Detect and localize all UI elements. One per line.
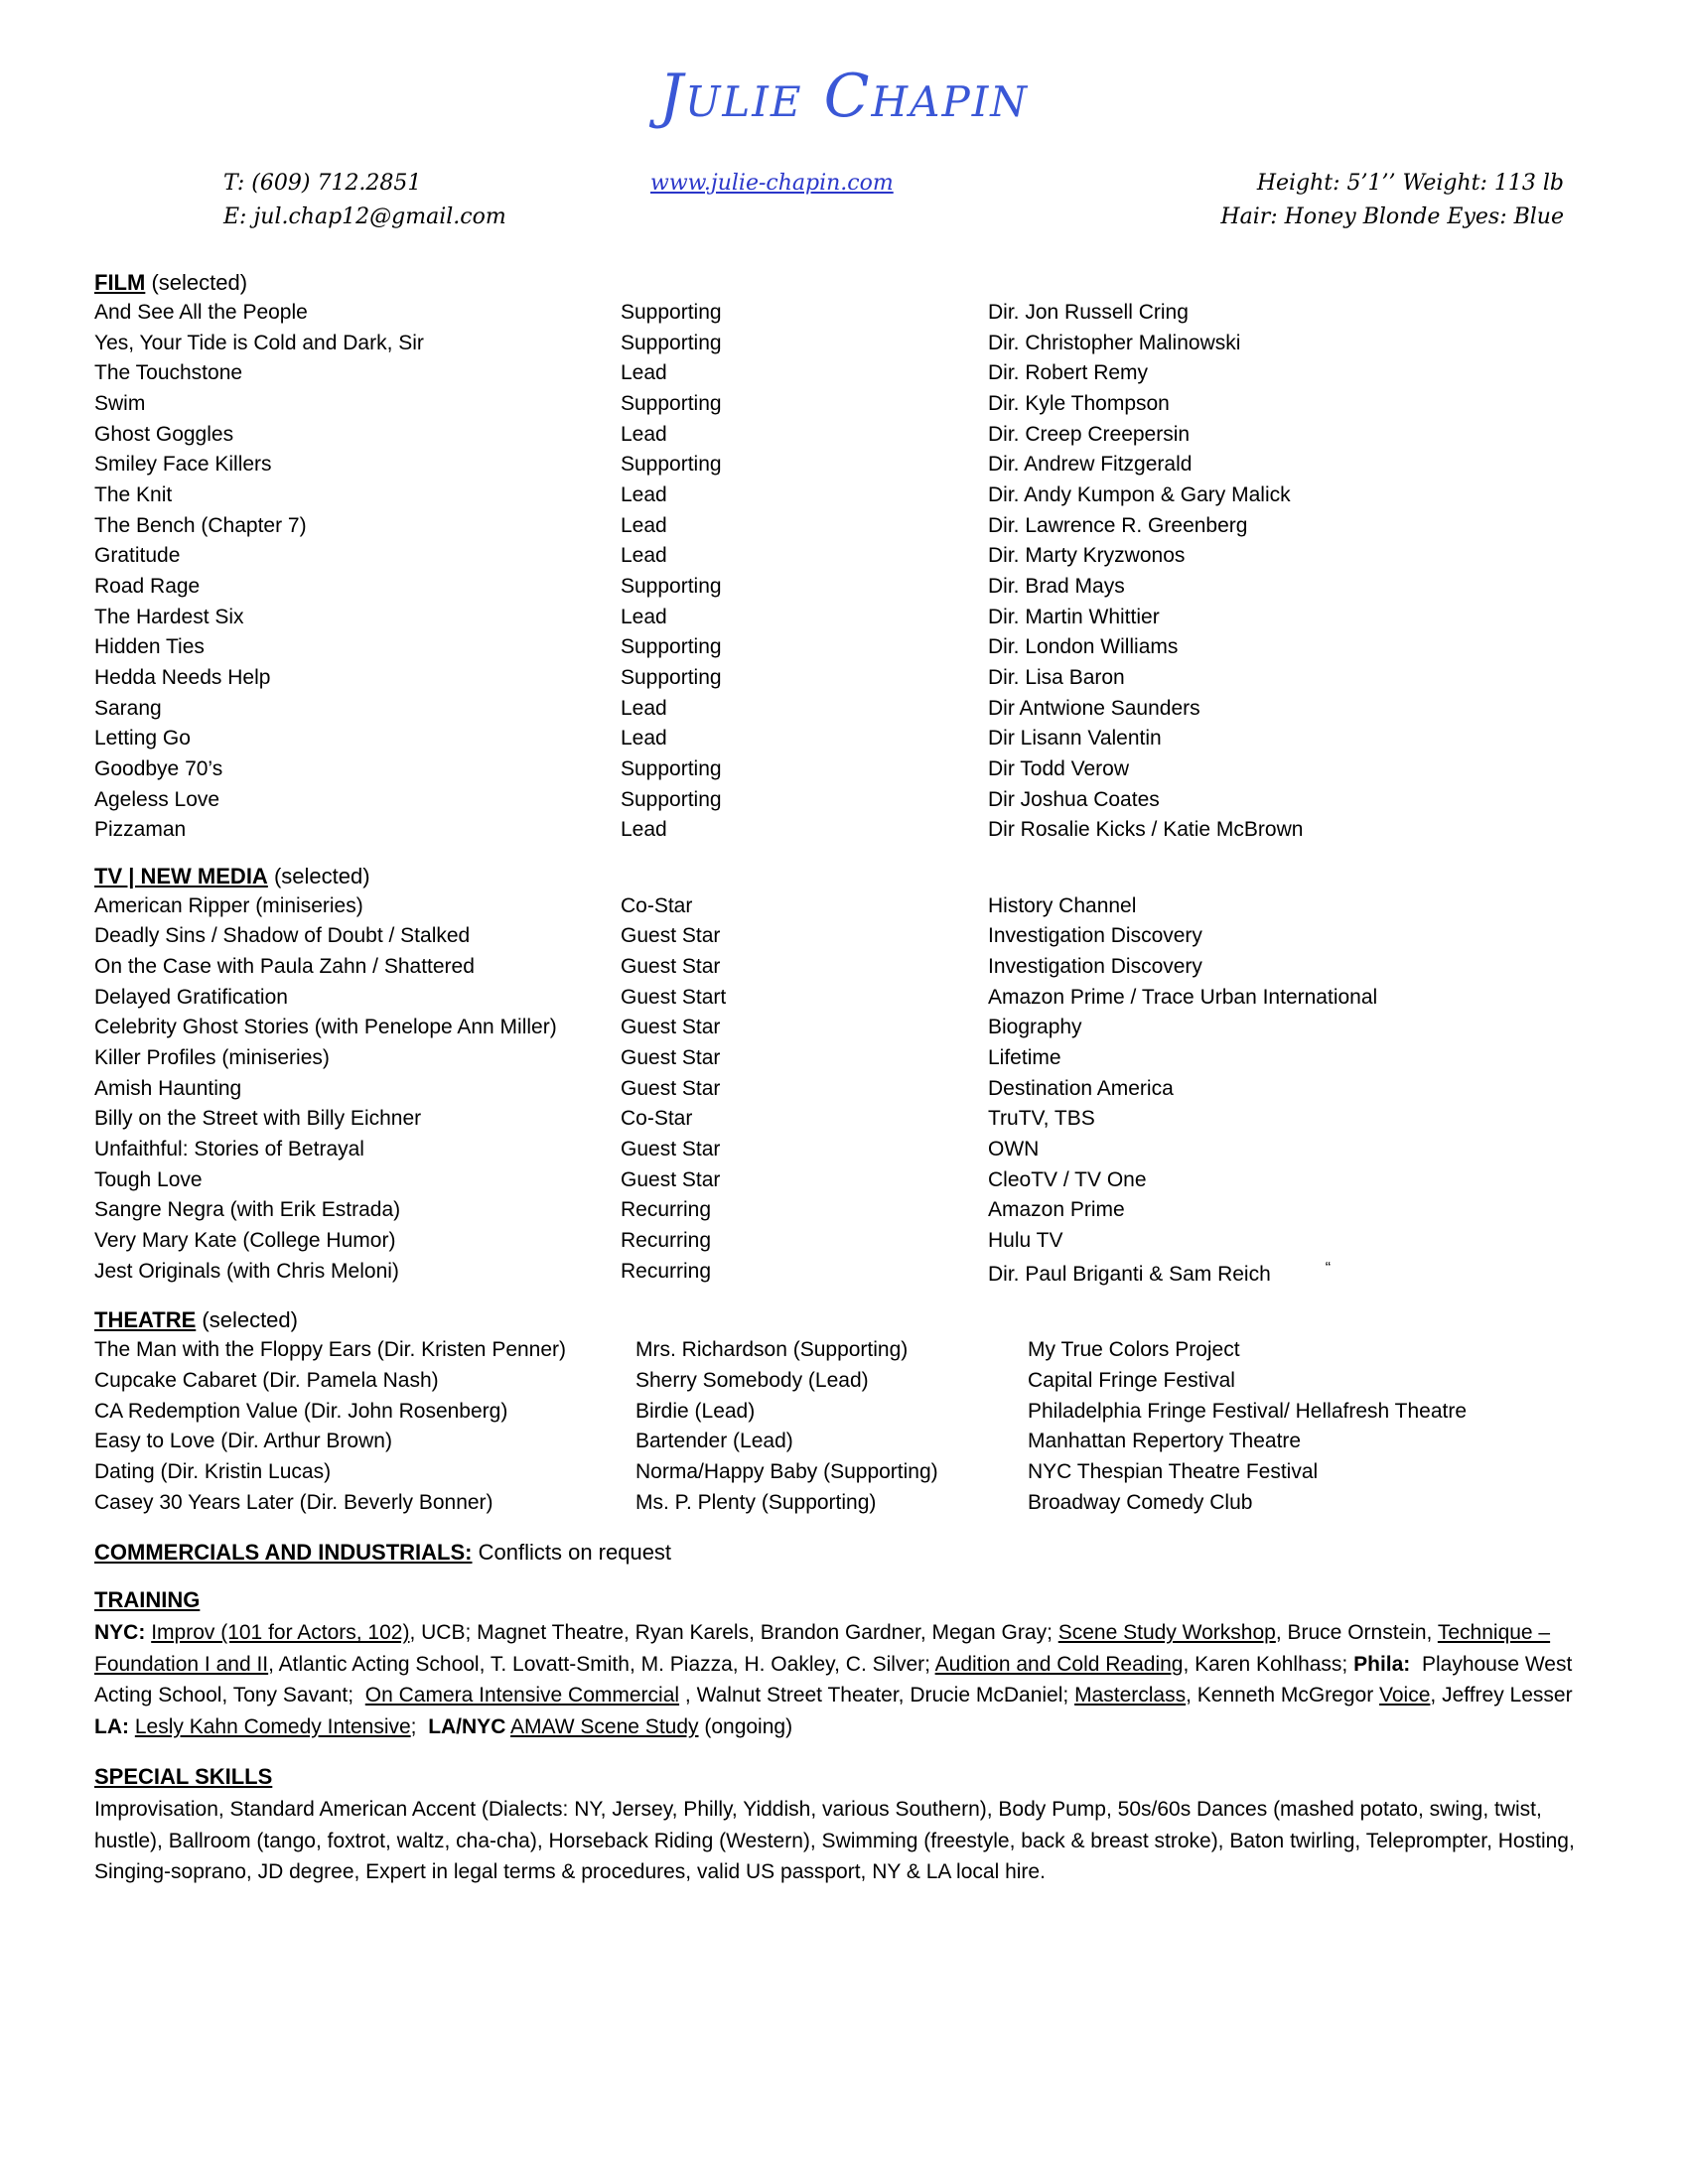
physical-stats-line-2: Hair: Honey Blonde Eyes: Blue	[1220, 205, 1564, 230]
credit-title: Killer Profiles (miniseries)	[94, 1046, 330, 1070]
special-skills-heading	[94, 1764, 1594, 1790]
credit-title: Road Rage	[94, 574, 201, 598]
credit-company: Dir. Creep Creepersin	[988, 422, 1191, 446]
tv-heading-note: (selected)	[267, 863, 370, 888]
credit-company	[988, 1257, 1594, 1291]
credit-company: Dir Rosalie Kicks / Katie McBrown	[988, 818, 1304, 842]
table-row	[94, 724, 1594, 754]
credit-role: Lead	[621, 422, 667, 446]
table-row	[94, 1366, 1594, 1397]
credit-role: Lead	[621, 818, 667, 842]
table-row	[94, 983, 1594, 1014]
credit-company: Philadelphia Fringe Festival/ Hellafresh Theatre	[1028, 1399, 1468, 1423]
credit-title: Celebrity Ghost Stories (with Penelope Ann Miller)	[94, 1016, 557, 1039]
table-row	[94, 921, 1594, 952]
training-body: NYC: Improv (101 for Actors, 102), UCB; Magnet Theatre, Ryan Karels, Brandon Gardner, Megan Gray; Scene Study Workshop, Bruce Ornstein, Technique – Foundation I and II, Atlantic Acting School, T. Lovatt-Smith, M. Piazza, H. Oakley, C. Silver; Audition and Cold Reading, Karen Kohlhass; Phila: Playhouse West Acting School, Tony Savant; On Camera Intensive Commercial , Walnut Street Theater, Drucie McDaniel; Masterclass, Kenneth McGregor Voice, Jeffrey Lesser LA: Lesly Kahn Comedy Intensive; LA/NYC AMAW Scene Study (ongoing)	[94, 1621, 1579, 1738]
credit-company: Investigation Discovery	[988, 955, 1202, 979]
table-row	[94, 1043, 1594, 1074]
credit-role: Supporting	[621, 635, 722, 659]
credit-company: OWN	[988, 1138, 1040, 1161]
credit-role: Recurring	[621, 1259, 712, 1283]
contact-header	[94, 167, 1594, 252]
credit-company: TruTV, TBS	[988, 1107, 1095, 1131]
training-heading-main: TRAINING	[94, 1587, 201, 1613]
table-row	[94, 815, 1594, 846]
credit-title: Hedda Needs Help	[94, 665, 271, 689]
credit-company: NYC Thespian Theatre Festival	[1028, 1459, 1319, 1483]
credit-title: Jest Originals (with Chris Meloni)	[94, 1259, 399, 1283]
table-row	[94, 1488, 1594, 1519]
film-heading-main: FILM	[94, 270, 146, 295]
credit-title: On the Case with Paula Zahn / Shattered	[94, 955, 475, 979]
table-row	[94, 1135, 1594, 1165]
page-title: Julie Chapin	[658, 62, 1030, 131]
credit-title: Goodbye 70’s	[94, 756, 223, 780]
table-row	[94, 1427, 1594, 1457]
credit-company: Investigation Discovery	[988, 924, 1202, 948]
credit-company: Dir. Andrew Fitzgerald	[988, 453, 1193, 477]
credit-role: Bartender (Lead)	[635, 1430, 793, 1453]
credit-company: Lifetime	[988, 1046, 1061, 1070]
credit-role: Norma/Happy Baby (Supporting)	[635, 1459, 938, 1483]
credit-company: Dir. Robert Remy	[988, 361, 1149, 385]
credit-title: The Man with the Floppy Ears (Dir. Kristen Penner)	[94, 1338, 567, 1362]
special-skills-body: Improvisation, Standard American Accent (Dialects: NY, Jersey, Philly, Yiddish, various Southern), Body Pump, 50s/60s Dances (mashed potato, swing, twist, hustle), Ballroom (tango, foxtrot, waltz, cha-cha), Horseback Riding (Western), Swimming (freestyle, back & breast stroke), Baton twirling, Teleprompter, Hosting, Singing-soprano, JD degree, Expert in legal terms & procedures, valid US passport, NY & LA local hire.	[94, 1798, 1575, 1884]
credit-role: Recurring	[621, 1198, 712, 1222]
credit-company: Dir. Andy Kumpon & Gary Malick	[988, 482, 1291, 506]
credit-role: Sherry Somebody (Lead)	[635, 1369, 869, 1392]
table-row	[94, 480, 1594, 511]
credit-title: Ageless Love	[94, 787, 220, 811]
credit-company: Dir Lisann Valentin	[988, 727, 1162, 751]
table-row	[94, 329, 1594, 359]
credit-company: Dir. Brad Mays	[988, 574, 1125, 598]
credit-role: Guest Star	[621, 1016, 721, 1039]
credit-company: Dir. Lawrence R. Greenberg	[988, 513, 1248, 537]
credit-company: Destination America	[988, 1076, 1174, 1100]
credit-role: Supporting	[621, 301, 722, 324]
table-row	[94, 754, 1594, 785]
credit-title: American Ripper (miniseries)	[94, 893, 363, 917]
email-text: E: jul.chap12@gmail.com	[223, 205, 506, 230]
credit-role: Supporting	[621, 453, 722, 477]
credit-role: Co-Star	[621, 893, 693, 917]
film-heading-note: (selected)	[145, 270, 248, 295]
table-row	[94, 1013, 1594, 1043]
credit-role: Guest Star	[621, 1046, 721, 1070]
tv-heading-main: TV | NEW MEDIA	[94, 863, 268, 888]
theatre-heading-note: (selected)	[196, 1307, 298, 1333]
credit-title: Smiley Face Killers	[94, 453, 272, 477]
credit-company: Dir. Kyle Thompson	[988, 391, 1170, 415]
credit-title: Casey 30 Years Later (Dir. Beverly Bonner)	[94, 1490, 493, 1514]
credit-title: Cupcake Cabaret (Dir. Pamela Nash)	[94, 1369, 439, 1392]
credit-title: Tough Love	[94, 1167, 203, 1191]
credit-title: Unfaithful: Stories of Betrayal	[94, 1138, 364, 1161]
credit-role: Guest Star	[621, 924, 721, 948]
stray-quote-mark: “	[1325, 1259, 1332, 1277]
credit-role: Lead	[621, 605, 667, 628]
credit-role: Lead	[621, 361, 667, 385]
website-link-wrap[interactable]	[650, 167, 894, 201]
credit-role: Supporting	[621, 574, 722, 598]
physical-stats-line-1: Height: 5’1’’ Weight: 113 lb	[1256, 171, 1564, 196]
credit-title: Deadly Sins / Shadow of Doubt / Stalked	[94, 924, 471, 948]
credit-title: Hidden Ties	[94, 635, 205, 659]
credit-role: Lead	[621, 513, 667, 537]
credit-role: Lead	[621, 696, 667, 720]
table-row	[94, 1165, 1594, 1196]
table-row	[94, 1195, 1594, 1226]
training-heading	[94, 1587, 1594, 1613]
credit-title: Ghost Goggles	[94, 422, 234, 446]
credit-role: Supporting	[621, 665, 722, 689]
credit-title: Sarang	[94, 696, 162, 720]
table-row	[94, 1104, 1594, 1135]
film-rows	[94, 298, 1594, 846]
credit-role: Guest Star	[621, 1076, 721, 1100]
table-row	[94, 511, 1594, 542]
credit-company: Hulu TV	[988, 1229, 1063, 1253]
table-row	[94, 891, 1594, 922]
table-row	[94, 1074, 1594, 1105]
commercials-heading-main: COMMERCIALS AND INDUSTRIALS:	[94, 1540, 473, 1566]
credit-company: Dir Antwione Saunders	[988, 696, 1200, 720]
credit-role: Guest Star	[621, 1138, 721, 1161]
table-row	[94, 389, 1594, 420]
credit-company: History Channel	[988, 893, 1137, 917]
credit-company: Dir. Martin Whittier	[988, 605, 1160, 628]
table-row	[94, 450, 1594, 480]
credit-role: Lead	[621, 727, 667, 751]
table-row	[94, 358, 1594, 389]
credit-title: Very Mary Kate (College Humor)	[94, 1229, 396, 1253]
phone-text: T: (609) 712.2851	[223, 171, 422, 196]
table-row	[94, 572, 1594, 603]
contact-right	[1220, 167, 1564, 234]
theatre-rows	[94, 1335, 1594, 1518]
credit-role: Supporting	[621, 391, 722, 415]
table-row	[94, 603, 1594, 633]
table-row	[94, 694, 1594, 725]
table-row	[94, 541, 1594, 572]
table-row	[94, 952, 1594, 983]
credit-title: Sangre Negra (with Erik Estrada)	[94, 1198, 401, 1222]
credit-title: The Bench (Chapter 7)	[94, 513, 307, 537]
table-row	[94, 663, 1594, 694]
credit-role: Lead	[621, 544, 667, 568]
credit-title: Billy on the Street with Billy Eichner	[94, 1107, 422, 1131]
credit-company: Dir. Marty Kryzwonos	[988, 544, 1186, 568]
tv-heading	[94, 864, 1594, 889]
credit-title: Dating (Dir. Kristin Lucas)	[94, 1459, 332, 1483]
credit-company: Broadway Comedy Club	[1028, 1490, 1253, 1514]
table-row	[94, 1457, 1594, 1488]
credit-company: Amazon Prime / Trace Urban International	[988, 985, 1378, 1009]
credit-title: Easy to Love (Dir. Arthur Brown)	[94, 1430, 392, 1453]
table-row	[94, 420, 1594, 451]
credit-title: And See All the People	[94, 301, 308, 324]
table-row	[94, 632, 1594, 663]
credit-role: Supporting	[621, 787, 722, 811]
table-row	[94, 1226, 1594, 1257]
credit-company: Dir. Lisa Baron	[988, 665, 1125, 689]
website-link[interactable]: www.julie-chapin.com	[650, 171, 894, 196]
credit-title: The Knit	[94, 482, 173, 506]
credit-role: Supporting	[621, 331, 722, 354]
credit-company: Capital Fringe Festival	[1028, 1369, 1235, 1392]
special-skills-heading-main: SPECIAL SKILLS	[94, 1764, 273, 1790]
table-row	[94, 1397, 1594, 1428]
credit-company: Dir Todd Verow	[988, 756, 1130, 780]
contact-left	[223, 167, 506, 234]
credit-role: Birdie (Lead)	[635, 1399, 756, 1423]
credit-company: Dir. London Williams	[988, 635, 1179, 659]
credit-role: Guest Start	[621, 985, 727, 1009]
credit-role: Mrs. Richardson (Supporting)	[635, 1338, 909, 1362]
credit-company: Dir Joshua Coates	[988, 787, 1160, 811]
theatre-heading-main: THEATRE	[94, 1307, 197, 1333]
credit-title: The Touchstone	[94, 361, 243, 385]
credit-title: Swim	[94, 391, 146, 415]
credit-title: Letting Go	[94, 727, 191, 751]
credit-company: Biography	[988, 1016, 1082, 1039]
credit-company: Dir. Jon Russell Cring	[988, 301, 1189, 324]
section-film	[94, 270, 1594, 846]
credit-company: Dir. Christopher Malinowski	[988, 331, 1241, 354]
credit-title: Pizzaman	[94, 818, 187, 842]
table-row	[94, 298, 1594, 329]
commercials-note: Conflicts on request	[472, 1540, 672, 1566]
credit-role: Co-Star	[621, 1107, 693, 1131]
credit-company: My True Colors Project	[1028, 1338, 1240, 1362]
film-heading	[94, 270, 1594, 296]
credit-role: Ms. P. Plenty (Supporting)	[635, 1490, 877, 1514]
table-row	[94, 785, 1594, 816]
credit-role: Lead	[621, 482, 667, 506]
tv-rows	[94, 891, 1594, 1291]
table-row	[94, 1335, 1594, 1366]
credit-title: The Hardest Six	[94, 605, 244, 628]
credit-title: Amish Haunting	[94, 1076, 242, 1100]
credit-role: Supporting	[621, 756, 722, 780]
section-theatre	[94, 1307, 1594, 1518]
section-tv-new-media	[94, 864, 1594, 1291]
credit-role: Guest Star	[621, 955, 721, 979]
credit-company: Manhattan Repertory Theatre	[1028, 1430, 1302, 1453]
commercials-heading	[94, 1540, 1594, 1566]
credit-title: Delayed Gratification	[94, 985, 288, 1009]
credit-role: Guest Star	[621, 1167, 721, 1191]
table-row	[94, 1257, 1594, 1291]
credit-company: Amazon Prime	[988, 1198, 1125, 1222]
credit-title: CA Redemption Value (Dir. John Rosenberg)	[94, 1399, 508, 1423]
credit-company-text: Dir. Paul Briganti & Sam Reich	[988, 1262, 1271, 1286]
credit-title: Yes, Your Tide is Cold and Dark, Sir	[94, 331, 424, 354]
credit-title: Gratitude	[94, 544, 181, 568]
theatre-heading	[94, 1307, 1594, 1333]
credit-role: Recurring	[621, 1229, 712, 1253]
credit-company: CleoTV / TV One	[988, 1167, 1147, 1191]
